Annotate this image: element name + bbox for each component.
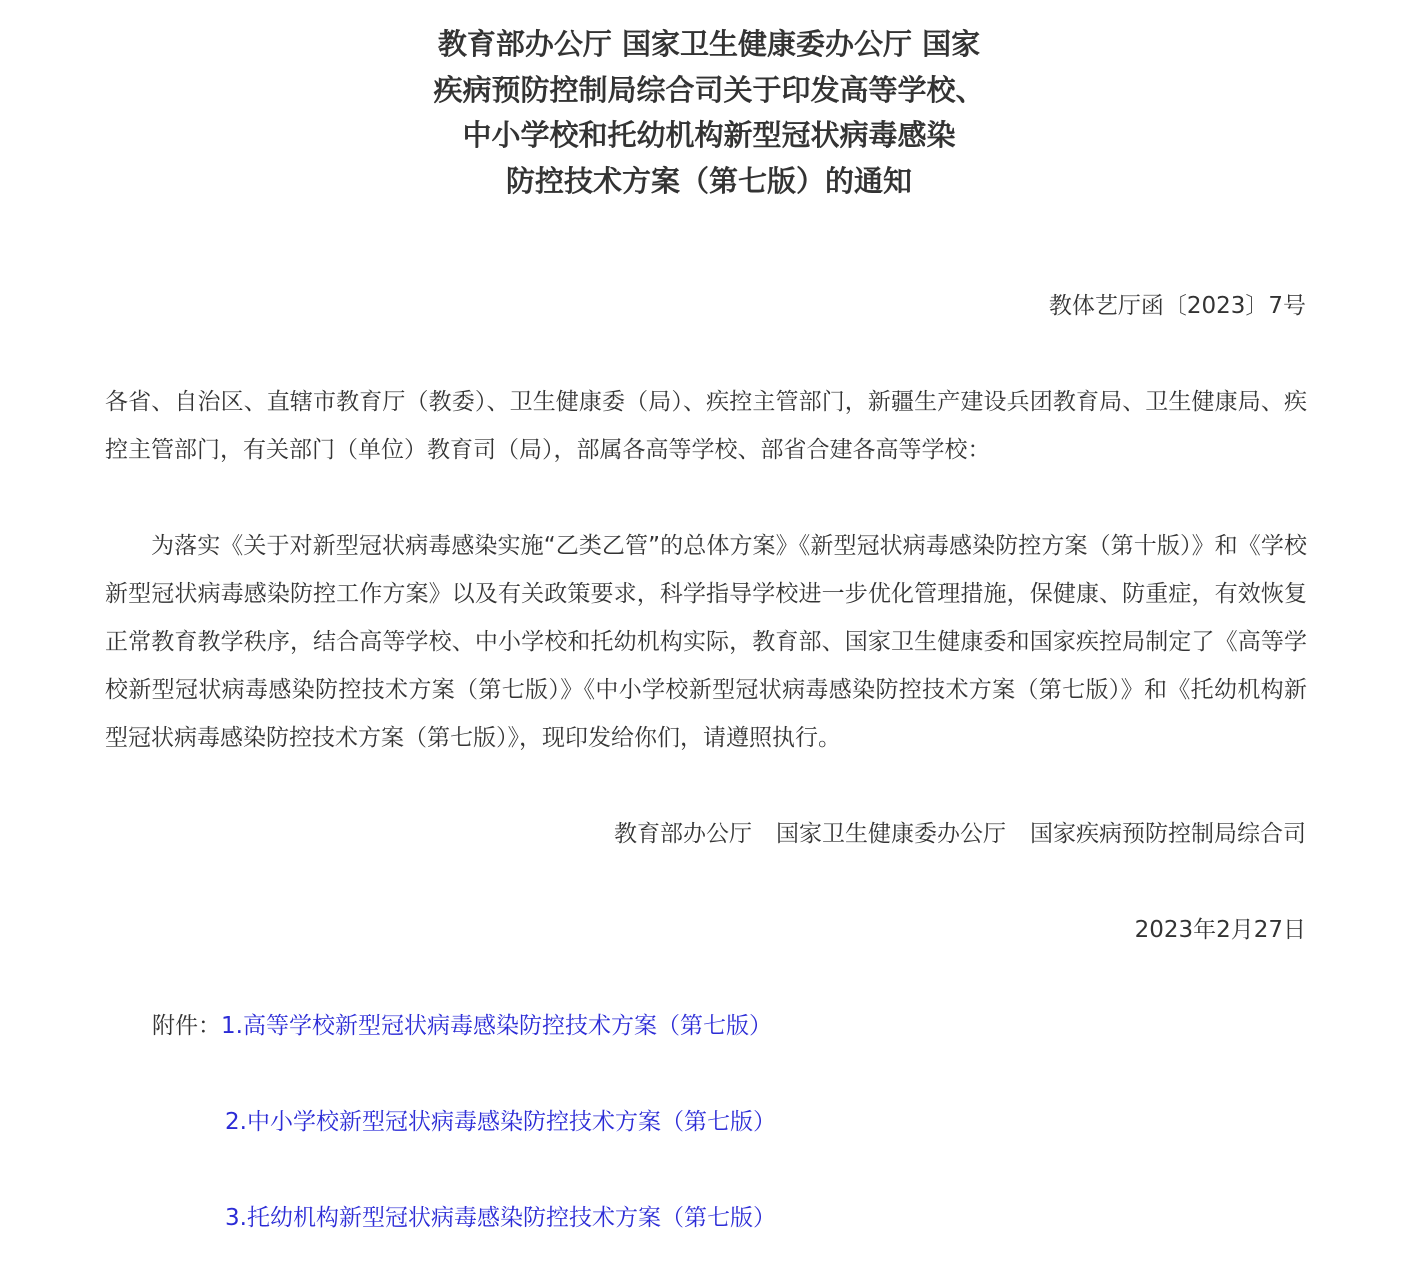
attachment-link-primary-secondary[interactable]: 中小学校新型冠状病毒感染防控技术方案（第七版） — [246, 1109, 776, 1135]
attachment-item-2 — [225, 1106, 776, 1138]
document-number: 教体艺厅函〔2023〕7号 — [1048, 293, 1306, 319]
issuing-organizations — [614, 818, 1306, 850]
issuer-health-commission: 国家卫生健康委办公厅 — [776, 821, 1006, 847]
attachment-link-childcare[interactable]: 托幼机构新型冠状病毒感染防控技术方案（第七版） — [246, 1205, 776, 1231]
document-title — [0, 22, 1418, 204]
issuer-disease-control-bureau: 国家疾病预防控制局综合司 — [1030, 821, 1306, 847]
attachment-number: 3. — [225, 1205, 247, 1231]
attachment-link-higher-education[interactable]: 高等学校新型冠状病毒感染防控技术方案（第七版） — [242, 1013, 772, 1039]
title-line-4: 防控技术方案（第七版）的通知 — [505, 163, 912, 198]
attachment-item-1 — [152, 1010, 772, 1042]
attachment-number: 2. — [225, 1109, 247, 1135]
title-line-2: 疾病预防控制局综合司关于印发高等学校、 — [433, 72, 985, 107]
issuer-ministry-of-education: 教育部办公厅 — [614, 821, 752, 847]
attachment-number: 1. — [221, 1013, 243, 1039]
main-paragraph: 为落实《关于对新型冠状病毒感染实施“乙类乙管”的总体方案》《新型冠状病毒感染防控方案（第十版）》和《学校新型冠状病毒感染防控工作方案》以及有关政策要求，科学指导学校进一步优化管理措施，保健康、防重症，有效恢复正常教育教学秩序，结合高等学校、中小学校和托幼机构实际，教育部、国家卫生健康委和国家疾控局制定了《高等学校新型冠状病毒感染防控技术方案（第七版）》《中小学校新型冠状病毒感染防控技术方案（第七版）》和《托幼机构新型冠状病毒感染防控技术方案（第七版）》，现印发给你们，请遵照执行。 — [105, 533, 1307, 751]
title-line-3: 中小学校和托幼机构新型冠状病毒感染 — [462, 118, 956, 152]
issue-date: 2023年2月27日 — [1134, 917, 1306, 943]
attachments-label: 附件： — [152, 1013, 221, 1039]
title-line-1: 教育部办公厅 国家卫生健康委办公厅 国家 — [437, 27, 981, 61]
attachment-item-3 — [225, 1202, 776, 1234]
recipients-paragraph: 各省、自治区、直辖市教育厅（教委）、卫生健康委（局）、疾控主管部门，新疆生产建设兵团教育局、卫生健康局、疾控主管部门，有关部门（单位）教育司（局），部属各高等学校、部省合建各高等学校： — [105, 389, 1307, 463]
